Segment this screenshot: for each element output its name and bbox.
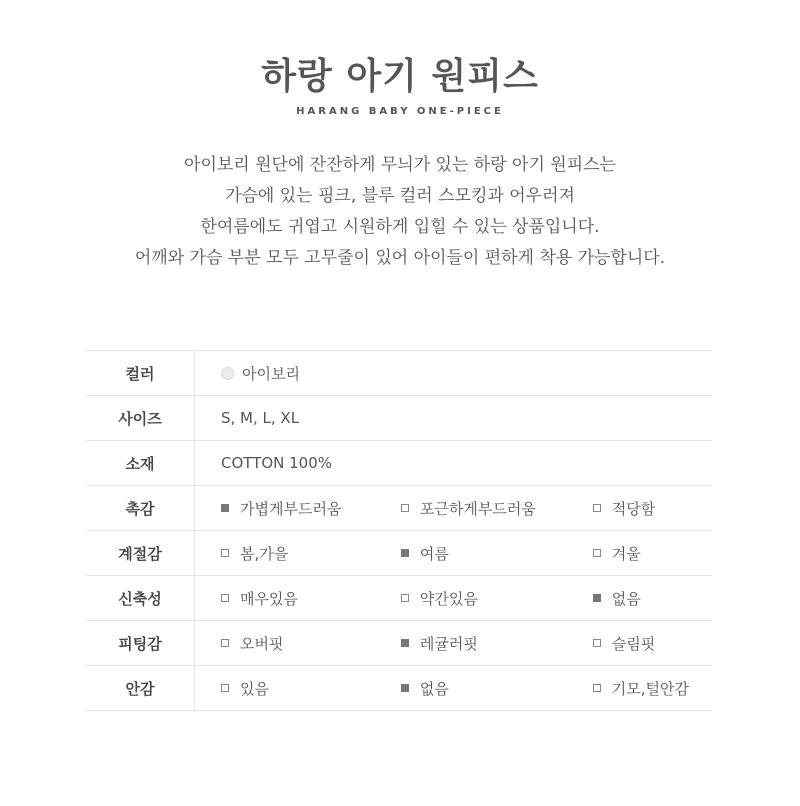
checkbox-icon xyxy=(401,504,409,512)
spec-label: 피팅감 xyxy=(86,621,195,666)
size-value: S, M, L, XL xyxy=(221,409,300,427)
option-label: 기모,털안감 xyxy=(611,679,689,698)
checkbox-icon xyxy=(401,549,409,557)
color-value: 아이보리 xyxy=(242,364,300,383)
spec-label: 소재 xyxy=(86,441,195,486)
product-title: 하랑 아기 원피스 xyxy=(261,56,539,97)
product-description xyxy=(0,150,800,274)
checkbox-icon xyxy=(221,684,229,692)
option-label: 약간있음 xyxy=(419,589,478,608)
spec-row-size xyxy=(86,396,712,441)
option-label: 매우있음 xyxy=(240,589,298,608)
spec-row-season xyxy=(86,531,712,576)
checkbox-icon xyxy=(593,684,601,692)
spec-row-color xyxy=(86,351,712,396)
option-label: 포근하게부드러움 xyxy=(419,499,536,518)
option-label: 있음 xyxy=(240,679,269,698)
option-item xyxy=(593,588,712,609)
option-item xyxy=(221,543,401,564)
checkbox-icon xyxy=(593,549,601,557)
option-item xyxy=(221,633,401,654)
option-item xyxy=(401,543,593,564)
spec-label: 신축성 xyxy=(86,576,195,621)
spec-label: 계절감 xyxy=(86,531,195,576)
spec-row-stretch xyxy=(86,576,712,621)
option-item xyxy=(593,678,712,699)
option-item xyxy=(221,588,401,609)
description-line: 한여름에도 귀엽고 시원하게 입힐 수 있는 상품입니다. xyxy=(200,217,600,237)
option-item xyxy=(593,543,712,564)
spec-label: 안감 xyxy=(86,666,195,711)
checkbox-icon xyxy=(221,639,229,647)
option-item xyxy=(593,498,712,519)
product-subtitle: HARANG BABY ONE-PIECE xyxy=(296,106,504,117)
material-value: COTTON 100% xyxy=(221,454,333,472)
option-item xyxy=(401,498,593,519)
spec-table xyxy=(86,350,712,711)
checkbox-icon xyxy=(401,684,409,692)
spec-row-texture xyxy=(86,486,712,531)
spec-row-lining xyxy=(86,666,712,711)
spec-row-fit xyxy=(86,621,712,666)
option-label: 오버핏 xyxy=(240,634,284,653)
option-label: 여름 xyxy=(419,544,449,563)
option-item xyxy=(401,588,593,609)
option-label: 봄,가을 xyxy=(240,544,289,563)
spec-label: 컬러 xyxy=(86,351,195,396)
spec-label: 촉감 xyxy=(86,486,195,531)
checkbox-icon xyxy=(593,594,601,602)
option-item xyxy=(221,678,401,699)
option-item xyxy=(401,633,593,654)
option-label: 없음 xyxy=(419,679,449,698)
checkbox-icon xyxy=(593,639,601,647)
description-line: 가슴에 있는 핑크, 블루 컬러 스모킹과 어우러져 xyxy=(225,186,575,206)
checkbox-icon xyxy=(221,504,229,512)
option-label: 슬림핏 xyxy=(611,634,656,653)
option-label: 가볍게부드러움 xyxy=(240,499,342,518)
option-label: 레귤러핏 xyxy=(419,634,478,653)
description-line: 아이보리 원단에 잔잔하게 무늬가 있는 하랑 아기 원피스는 xyxy=(184,155,616,175)
option-label: 적당함 xyxy=(611,499,656,518)
description-line: 어깨와 가슴 부분 모두 고무줄이 있어 아이들이 편하게 착용 가능합니다. xyxy=(134,248,666,268)
option-item xyxy=(401,678,593,699)
color-swatch-icon xyxy=(221,367,234,380)
option-item xyxy=(221,498,401,519)
spec-label: 사이즈 xyxy=(86,396,195,441)
checkbox-icon xyxy=(593,504,601,512)
option-item xyxy=(593,633,712,654)
checkbox-icon xyxy=(221,549,229,557)
checkbox-icon xyxy=(401,594,409,602)
checkbox-icon xyxy=(221,594,229,602)
checkbox-icon xyxy=(401,639,409,647)
option-label: 겨울 xyxy=(611,544,641,563)
spec-row-material xyxy=(86,441,712,486)
option-label: 없음 xyxy=(611,589,641,608)
